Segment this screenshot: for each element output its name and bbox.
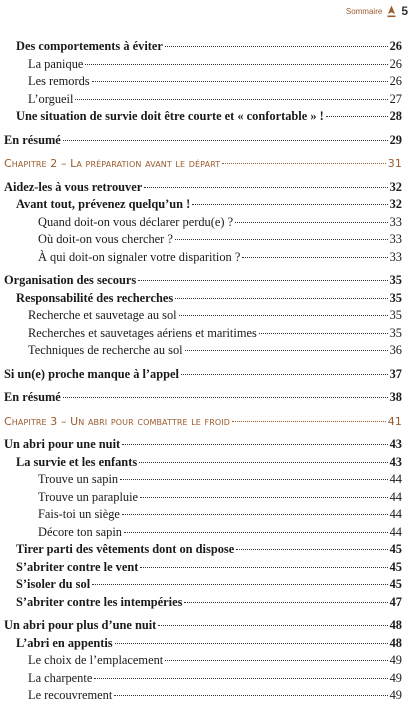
toc-entry-page: 26 [389,56,402,71]
toc-entry[interactable] [4,652,402,670]
toc-entry-page: 45 [389,577,402,591]
toc-entry-title: L’orgueil [28,91,74,106]
toc-entry[interactable] [4,471,402,489]
toc-entry[interactable] [4,290,402,308]
dot-leader [165,46,388,47]
toc-entry[interactable] [4,524,402,542]
toc-entry-title: Le recouvrement [28,688,113,702]
dot-leader [175,239,388,240]
dot-leader [114,695,387,696]
dot-leader [122,444,387,445]
toc-entry-title: À qui doit-on signaler votre disparition ? [38,249,241,264]
toc-entry[interactable] [4,366,402,384]
toc-entry[interactable] [4,179,402,197]
dot-leader [85,64,387,65]
toc-entry-page: 36 [389,343,402,357]
toc-entry-title: Trouve un sapin [38,472,119,486]
toc-entry-title: L’abri en appentis [16,635,113,650]
toc-entry-page: 26 [389,39,402,53]
dot-leader [75,99,387,100]
dot-leader [242,257,387,258]
toc-entry[interactable] [4,231,402,249]
toc-entry-title: La survie et les enfants [16,454,138,469]
toc-entry[interactable] [4,687,402,705]
toc-entry-title: Recherches et sauvetages aériens et maritimes [28,325,257,340]
toc-entry-title: Recherche et sauvetage au sol [28,308,177,322]
toc-entry[interactable] [4,389,402,407]
toc-entry-title: Chapitre 3 – Un abri pour combattre le froid [4,414,231,428]
toc-entry[interactable] [4,541,402,559]
toc-entry[interactable] [4,108,402,126]
toc-entry[interactable] [4,38,402,56]
toc-entry-page: 43 [389,437,402,451]
toc-entry-title: Quand doit-on vous déclarer perdu(e) ? [38,214,234,229]
toc-entry[interactable] [4,196,402,214]
toc-entry-page: 49 [389,688,402,702]
toc-entry-page: 49 [389,653,402,667]
dot-leader [179,315,388,316]
dot-leader [175,298,387,299]
page-number: 5 [401,4,408,18]
toc-entry-page: 35 [389,308,402,322]
toc-entry[interactable] [4,559,402,577]
toc-entry-title: En résumé [4,132,61,147]
toc-entry-title: Où doit-on vous chercher ? [38,232,173,246]
toc-entry-title: La charpente [28,670,93,685]
toc-entry[interactable] [4,576,402,594]
toc-entry-page: 48 [389,618,402,632]
dot-leader [63,140,388,141]
toc-entry-title: Tirer parti des vêtements dont on dispose [16,542,235,556]
toc-entry-title: Chapitre 2 – La préparation avant le départ [4,157,221,170]
toc-entry-title: Avant tout, prévenez quelqu’un ! [16,197,191,211]
section-label: Sommaire [345,6,383,16]
toc-entry-title: La panique [28,56,84,71]
toc-entry-page: 33 [389,232,402,246]
dot-leader [94,678,387,679]
toc-entry-title: Si un(e) proche manque à l’appel [4,366,179,381]
dot-leader [184,602,387,603]
dot-leader [92,584,387,585]
toc-entry-page: 44 [389,489,402,504]
toc-entry[interactable] [4,670,402,688]
toc-entry-page: 27 [389,91,402,106]
toc-entry-title: S’abriter contre les intempéries [16,594,183,609]
toc-chapter[interactable] [4,413,402,431]
dot-leader [92,81,388,82]
toc-entry-title: Décore ton sapin [38,524,122,539]
toc-entry-title: S’isoler du sol [16,577,91,591]
toc-entry-page: 35 [389,290,402,305]
toc-entry[interactable] [4,506,402,524]
toc-entry-page: 44 [389,472,402,486]
dot-leader [158,625,387,626]
toc-entry-page: 37 [389,366,402,381]
toc-entry-page: 49 [389,670,402,685]
toc-entry-title: Une situation de survie doit être courte et « confortable » ! [16,109,324,123]
toc-entry[interactable] [4,454,402,472]
toc-entry-title: Aidez-les à vous retrouver [4,179,143,194]
dot-leader [120,479,388,480]
toc-entry[interactable] [4,617,402,635]
toc-entry-page: 32 [389,197,402,211]
toc-entry[interactable] [4,272,402,290]
toc-chapter[interactable] [4,155,402,173]
toc-entry-title: Techniques de recherche au sol [28,343,183,357]
toc-entry-page: 43 [389,454,402,469]
toc-entry-page: 32 [389,179,402,194]
toc-entry[interactable] [4,436,402,454]
toc-entry-title: Organisation des secours [4,273,137,287]
toc-entry-page: 33 [389,214,402,229]
toc-entry-title: En résumé [4,390,61,404]
toc-entry-title: Trouve un parapluie [38,489,139,504]
toc-entry[interactable] [4,635,402,653]
dot-leader [124,532,388,533]
page-header [346,2,408,20]
toc-entry[interactable] [4,214,402,232]
toc-entry[interactable] [4,56,402,74]
toc-entry[interactable] [4,342,402,360]
table-of-contents [4,38,402,705]
dot-leader [185,350,388,351]
dot-leader [236,549,387,550]
toc-entry-title: S’abriter contre le vent [16,559,139,574]
toc-entry-title: Le choix de l’emplacement [28,653,164,667]
dot-leader [140,567,387,568]
toc-entry-page: 33 [389,249,402,264]
dot-leader [165,660,387,661]
toc-entry[interactable] [4,325,402,343]
toc-entry[interactable] [4,489,402,507]
toc-entry-page: 41 [387,414,402,428]
toc-entry-title: Des comportements à éviter [16,39,163,53]
toc-entry-page: 48 [389,635,402,650]
toc-entry-page: 29 [389,132,402,147]
toc-entry-page: 35 [389,273,402,287]
toc-entry[interactable] [4,249,402,267]
toc-entry[interactable] [4,132,402,150]
toc-entry-page: 45 [389,542,402,556]
toc-entry-title: Les remords [28,74,90,88]
dot-leader [181,374,388,375]
compass-icon [386,5,397,18]
toc-entry-page: 35 [389,325,402,340]
toc-entry-title: Un abri pour plus d’une nuit [4,618,157,632]
toc-entry-page: 31 [387,157,402,170]
dot-leader [232,421,386,422]
toc-entry-page: 44 [389,524,402,539]
dot-leader [259,333,388,334]
toc-entry[interactable] [4,594,402,612]
toc-entry-page: 45 [389,559,402,574]
toc-entry-page: 26 [389,74,402,88]
dot-leader [192,204,387,205]
toc-entry-page: 47 [389,594,402,609]
toc-entry-page: 28 [389,109,402,123]
dot-leader [138,280,387,281]
dot-leader [63,397,388,398]
toc-entry-page: 38 [389,390,402,404]
toc-entry[interactable] [4,73,402,91]
dot-leader [140,497,388,498]
dot-leader [122,514,388,515]
dot-leader [139,462,387,463]
toc-entry[interactable] [4,91,402,109]
dot-leader [326,116,388,117]
dot-leader [115,643,388,644]
dot-leader [235,222,388,223]
toc-entry[interactable] [4,307,402,325]
dot-leader [144,187,387,188]
dot-leader [222,163,386,164]
toc-entry-title: Un abri pour une nuit [4,437,121,451]
toc-entry-page: 44 [389,507,402,521]
toc-entry-title: Fais-toi un siège [38,507,120,521]
toc-entry-title: Responsabilité des recherches [16,290,174,305]
